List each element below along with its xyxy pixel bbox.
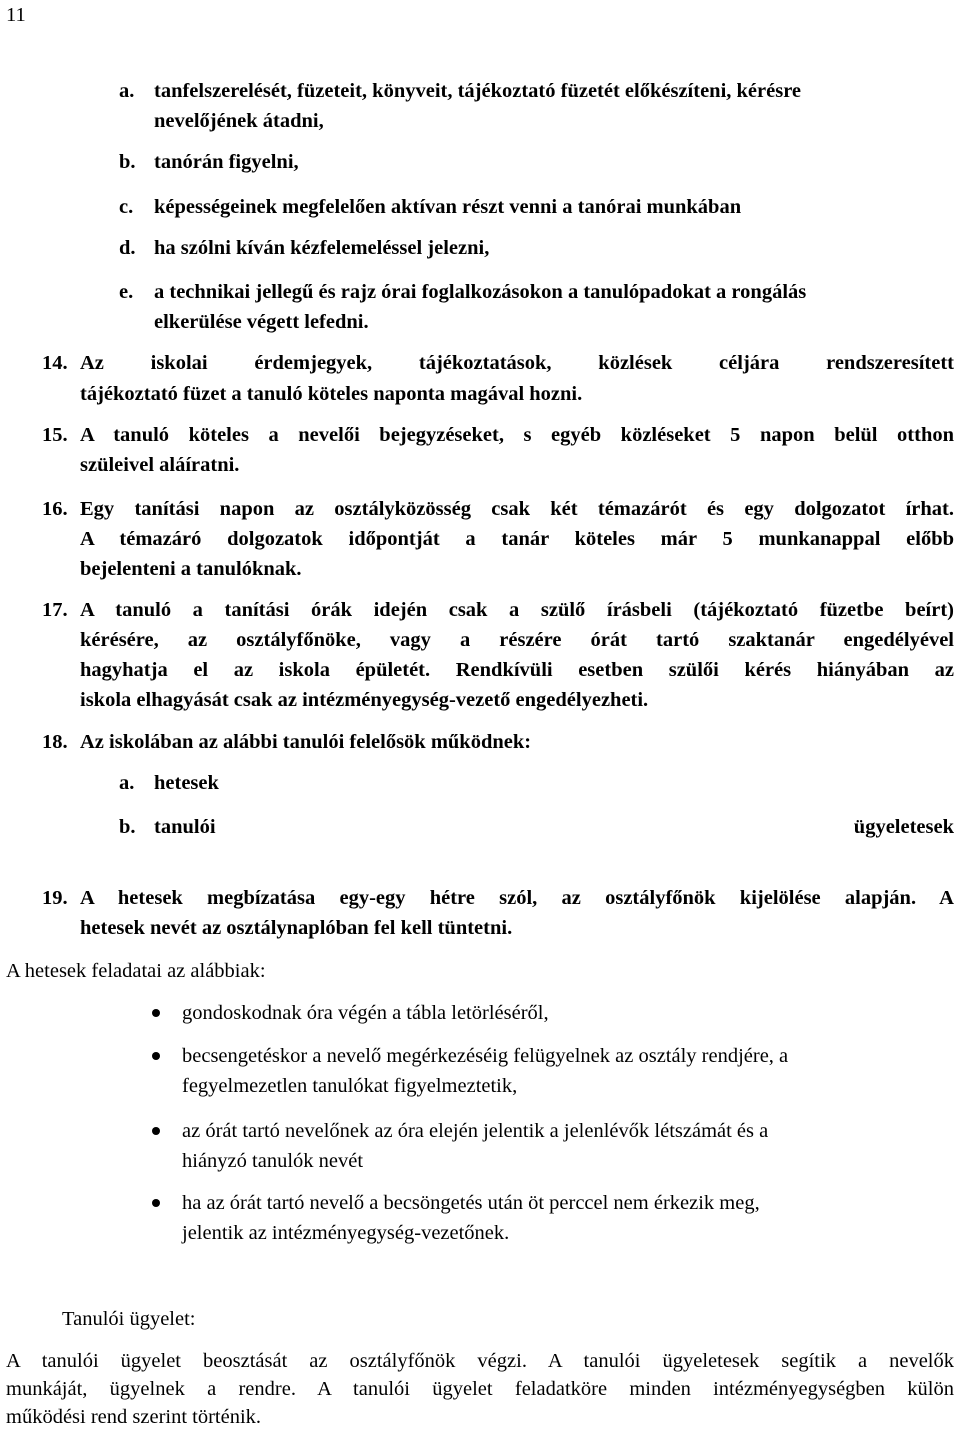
bullet-icon bbox=[152, 1199, 160, 1207]
list-item-line: fegyelmezetlen tanulókat figyelmeztetik, bbox=[182, 1075, 518, 1097]
rule-number: 16. bbox=[42, 498, 68, 520]
rule-line: Az iskolai érdemjegyek, tájékoztatások, közlések céljára rendszeresített bbox=[80, 352, 954, 374]
bullet-icon bbox=[152, 1052, 160, 1060]
rule-line: kérésére, az osztályfőnöke, vagy a részére órát tartó szaktanár engedélyével bbox=[80, 629, 954, 651]
list-item-line: hetesek bbox=[154, 772, 219, 794]
rule-number: 18. bbox=[42, 731, 68, 753]
rule-number: 19. bbox=[42, 887, 68, 909]
rule-line: hetesek nevét az osztálynaplóban fel kell tüntetni. bbox=[80, 917, 513, 939]
rule-line: A témazáró dolgozatok időpontját a tanár köteles már 5 munkanappal előbb bbox=[80, 528, 954, 550]
list-marker: c. bbox=[119, 196, 134, 218]
list-item-line: tanfelszerelését, füzeteit, könyveit, tájékoztató füzetét előkészíteni, kérésre bbox=[154, 80, 802, 102]
rule-line: A hetesek megbízatása egy-egy hétre szól, az osztályfőnök kijelölése alapján. A bbox=[80, 887, 954, 909]
rule-number: 15. bbox=[42, 424, 68, 446]
duties-heading: A hetesek feladatai az alábbiak: bbox=[6, 960, 266, 982]
list-item-line: hiányzó tanulók nevét bbox=[182, 1150, 364, 1172]
list-marker: d. bbox=[119, 237, 136, 259]
rule-line: Az iskolában az alábbi tanulói felelősök működnek: bbox=[80, 731, 532, 753]
list-item-line: ügyeletesek bbox=[853, 816, 954, 838]
bullet-icon bbox=[152, 1009, 160, 1017]
paragraph-line: működési rend szerint történik. bbox=[6, 1406, 262, 1428]
paragraph-line: munkáját, ügyelnek a rendre. A tanulói ügyelet feladatköre minden intézményegységben külön bbox=[6, 1378, 954, 1400]
list-item-line: elkerülése végett lefedni. bbox=[154, 311, 369, 333]
rule-line: hagyhatja el az iskola épületét. Rendkívüli esetben szülői kérés hiányában az bbox=[80, 659, 954, 681]
list-item-line: ha szólni kíván kézfelemeléssel jelezni, bbox=[154, 237, 490, 259]
list-item-line: képességeinek megfelelően aktívan részt venni a tanórai munkában bbox=[154, 196, 742, 218]
bullet-icon bbox=[152, 1127, 160, 1135]
list-item-line: becsengetéskor a nevelő megérkezéséig felügyelnek az osztály rendjére, a bbox=[182, 1045, 789, 1067]
rule-line: iskola elhagyását csak az intézményegység-vezető engedélyezheti. bbox=[80, 689, 649, 711]
list-item-line: az órát tartó nevelőnek az óra elején jelentik a jelenlévők létszámát és a bbox=[182, 1120, 769, 1142]
rule-line: A tanuló köteles a nevelői bejegyzéseket, s egyéb közléseket 5 napon belül otthon bbox=[80, 424, 954, 446]
list-item-line: nevelőjének átadni, bbox=[154, 110, 324, 132]
list-item-line: tanórán figyelni, bbox=[154, 151, 299, 173]
rule-number: 14. bbox=[42, 352, 68, 374]
list-item-line: ha az órát tartó nevelő a becsöngetés után öt perccel nem érkezik meg, bbox=[182, 1192, 760, 1214]
rule-line: Egy tanítási napon az osztályközösség csak két témazárót és egy dolgozatot írhat. bbox=[80, 498, 954, 520]
list-marker: b. bbox=[119, 151, 136, 173]
rule-number: 17. bbox=[42, 599, 68, 621]
rule-line: szüleivel aláíratni. bbox=[80, 454, 240, 476]
paragraph-line: A tanulói ügyelet beosztását az osztályfőnök végzi. A tanulói ügyeletesek segítik a nevelők bbox=[6, 1350, 954, 1372]
list-marker: a. bbox=[119, 80, 135, 102]
rule-line: bejelenteni a tanulóknak. bbox=[80, 558, 302, 580]
list-marker: a. bbox=[119, 772, 135, 794]
supervision-heading: Tanulói ügyelet: bbox=[62, 1308, 196, 1330]
list-item-line: jelentik az intézményegység-vezetőnek. bbox=[182, 1222, 510, 1244]
list-marker: b. bbox=[119, 816, 136, 838]
rule-line: A tanuló a tanítási órák idején csak a szülő írásbeli (tájékoztató füzetbe beírt) bbox=[80, 599, 954, 621]
rule-line: tájékoztató füzet a tanuló köteles naponta magával hozni. bbox=[80, 383, 583, 405]
list-item-line: gondoskodnak óra végén a tábla letörléséről, bbox=[182, 1002, 549, 1024]
list-item-line: a technikai jellegű és rajz órai foglalkozásokon a tanulópadokat a rongálás bbox=[154, 281, 807, 303]
page-number: 11 bbox=[6, 4, 26, 26]
list-marker: e. bbox=[119, 281, 134, 303]
list-item-line: tanulói bbox=[154, 816, 216, 838]
